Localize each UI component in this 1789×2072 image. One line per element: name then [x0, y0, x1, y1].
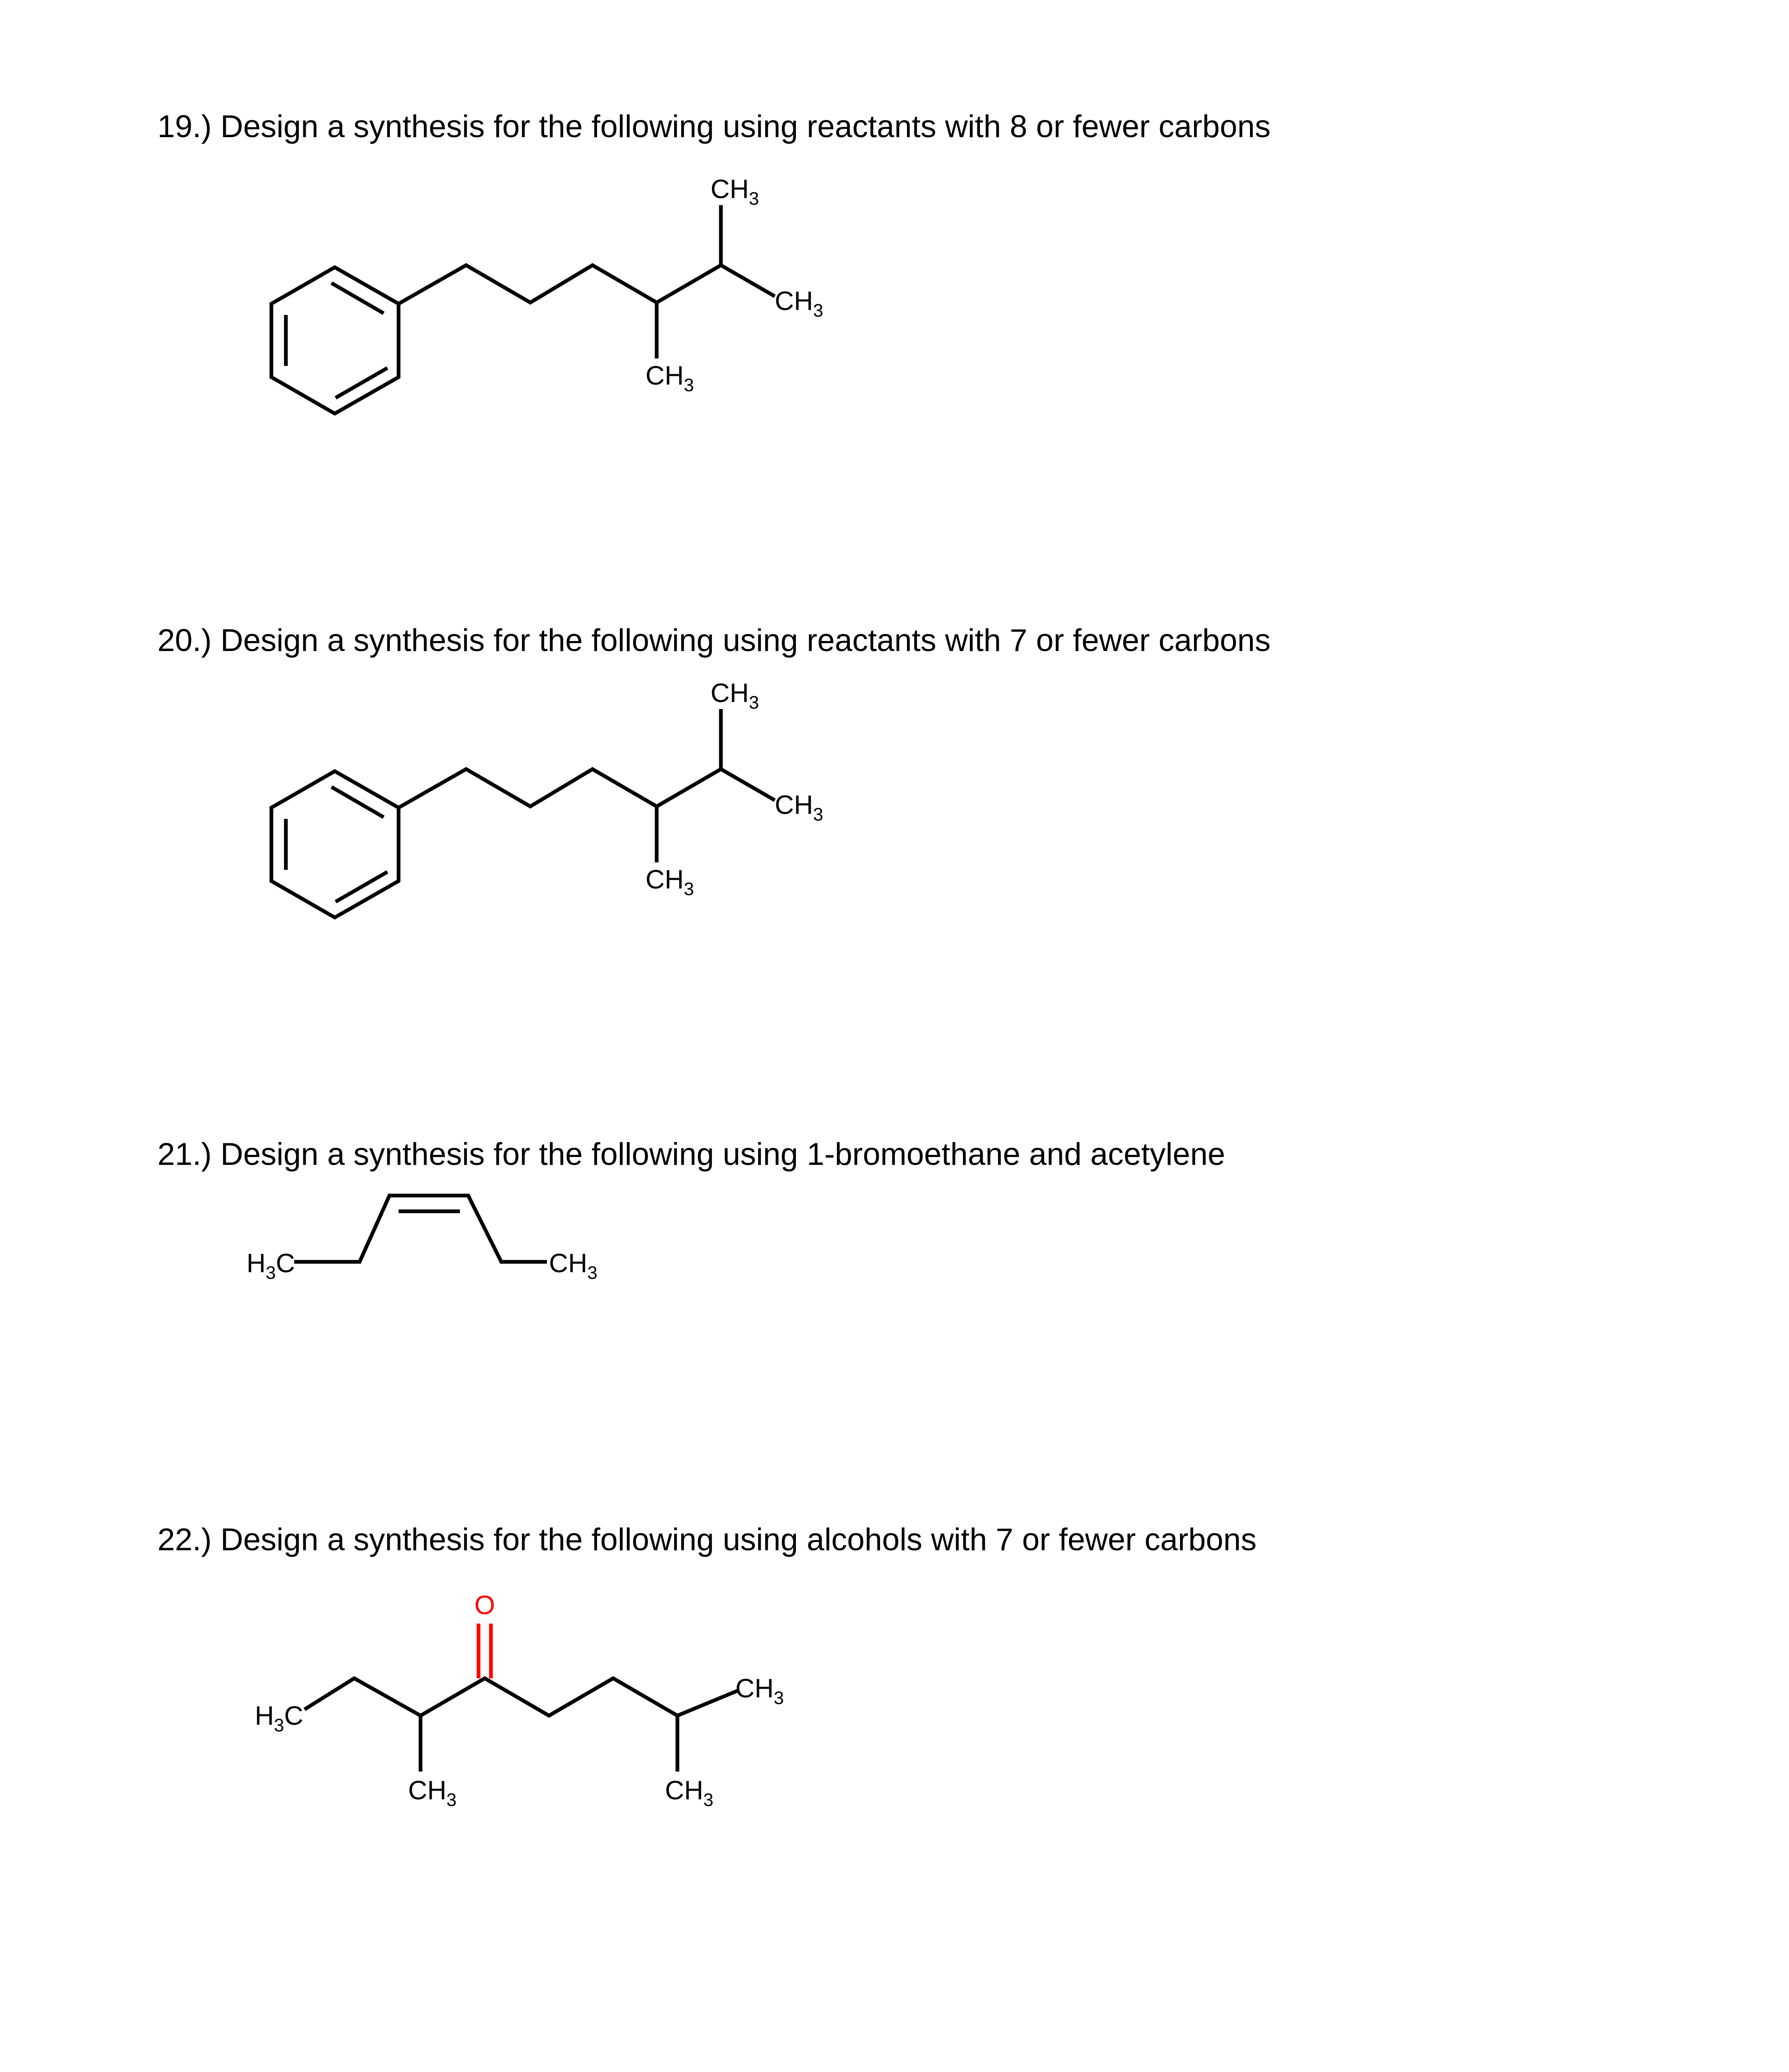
methyl-label-left: $H_3C$ — [247, 1248, 295, 1283]
methyl-label-bottom: $CH_3$ — [645, 361, 694, 395]
methyl-label-bottom: $CH_3$ — [645, 864, 694, 899]
question-text: Design a synthesis for the following using alcohols with 7 or fewer carbons — [220, 1522, 1257, 1557]
methyl-label-top: $CH_3$ — [711, 678, 759, 713]
methyl-label-right: $CH_3$ — [735, 1673, 784, 1708]
methyl-label-right: $CH_3$ — [549, 1248, 597, 1283]
methyl-label-bottom-1: $CH_3$ — [408, 1775, 457, 1810]
question-number: 22.) — [157, 1522, 212, 1557]
methyl-label-top: $CH_3$ — [711, 174, 759, 209]
question-text: Design a synthesis for the following using reactants with 8 or fewer carbons — [220, 109, 1271, 144]
question-number: 20.) — [157, 623, 212, 658]
question-text: Design a synthesis for the following using reactants with 7 or fewer carbons — [220, 623, 1271, 658]
question-text: Design a synthesis for the following using 1-bromoethane and acetylene — [220, 1137, 1226, 1172]
question-number: 21.) — [157, 1137, 212, 1172]
oxygen-label: O — [474, 1590, 495, 1620]
question-number: 19.) — [157, 109, 212, 144]
ketone-chain — [305, 1678, 737, 1716]
methyl-label-right: $CH_3$ — [775, 790, 823, 825]
methyl-label-bottom-2: $CH_3$ — [665, 1775, 713, 1810]
methyl-label-left: $H_3C$ — [255, 1701, 303, 1736]
methyl-label-right: $CH_3$ — [775, 286, 823, 321]
